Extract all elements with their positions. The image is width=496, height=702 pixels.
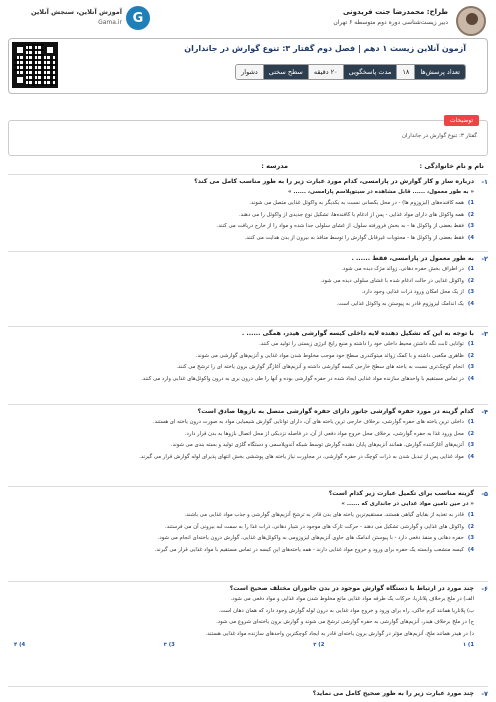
answer-option[interactable] bbox=[139, 454, 474, 460]
option-text: محل ورود غذا به حفره گوارشی، برخلاف محل خروج مواد دفعی از آن، در فاصله نزدیکی از محل اتصال بازوها به بدن قرار دارد. bbox=[184, 430, 464, 437]
option-number: 3) bbox=[467, 535, 474, 541]
answer-option[interactable] bbox=[153, 419, 474, 425]
answer-option[interactable] bbox=[320, 278, 474, 284]
school-label: مدرسه : bbox=[261, 162, 288, 170]
stat-item: سطح سختی bbox=[263, 65, 308, 79]
answer-option[interactable] bbox=[176, 364, 474, 370]
topic-tag: توضیحات bbox=[444, 115, 479, 126]
divider bbox=[8, 174, 488, 175]
answer-option[interactable] bbox=[239, 212, 474, 218]
question-text: کدام گزینه در مورد حفره گوارشی جانور دارای حفره گوارشی متصل به بازوها صادق است؟ bbox=[197, 408, 474, 415]
answer-option[interactable] bbox=[249, 200, 474, 206]
divider bbox=[8, 251, 488, 252]
option-number: 1) bbox=[467, 266, 474, 272]
option-text: ج) در ملخ برخلاف هیدر، آنزیم‌های گوارشی به حفره گوارشی ترشح می شوند و گوارش برون یاخته‌ای شروع می شود. bbox=[216, 619, 474, 625]
answer-option[interactable] bbox=[259, 341, 474, 347]
option-text: مواد غذایی پس از تبدیل شدن به ذرات کوچک در حفره گوارشی، در مجاورت نیاز یاخته های پوششی بخش انتهای پذیرای لوله گوارش قرار می گیرند. bbox=[139, 453, 464, 460]
option-text: توانایی ثابت نگه داشتن محیط داخلی خود را داشته و منبع رایج انرژی زیستی را تولید می کنند. bbox=[259, 341, 464, 347]
question-number: ۳- bbox=[481, 330, 488, 338]
option-number: 4) bbox=[467, 375, 474, 382]
option-number: 2) bbox=[467, 430, 474, 437]
option-text: در تماس مستقیم با واحدهای سازنده مواد غذایی ایجاد شده در حفره گوارشی بوده و آنها را طی درون بری به درون واکوئل‌های غذایی وارد می کنند. bbox=[141, 375, 464, 382]
choice-option[interactable]: 3) ۳ bbox=[163, 642, 175, 648]
answer-option[interactable] bbox=[341, 266, 474, 272]
choice-option[interactable]: 4) ۴ bbox=[14, 642, 26, 648]
option-number: 1) bbox=[467, 419, 474, 425]
option-text: واکوئل غذایی در حالت ادغام شده با غشای سلولی دیده می شود. bbox=[320, 277, 464, 284]
choice-option[interactable]: 2) ۲ bbox=[313, 642, 325, 648]
option-text: ب) پلاناریا همانند کرم خاکی، راه برای ورود و خروج مواد غذایی به درون لوله گوارش وجود دارد که همان دهان است. bbox=[218, 607, 474, 614]
question-number: ۵- bbox=[481, 490, 488, 498]
answer-option[interactable] bbox=[155, 547, 474, 553]
option-number: 1) bbox=[467, 200, 474, 206]
brand-url: Gama.ir bbox=[98, 19, 122, 26]
topic-box bbox=[8, 117, 488, 156]
answer-option[interactable] bbox=[206, 631, 474, 637]
answer-option[interactable] bbox=[141, 376, 474, 382]
answer-option[interactable] bbox=[158, 535, 474, 541]
topic-text: گفتار ۳: تنوع گوارش در جانداران bbox=[402, 133, 477, 139]
exam-title: آزمون آنلاین زیست ۱ دهم | فصل دوم گفتار ۳: تنوع گوارش در جانداران bbox=[184, 44, 466, 53]
option-text: در اطراف بخش حفره دهانی، زوائد مژک دیده می شود. bbox=[341, 266, 464, 272]
option-number: 1) bbox=[467, 341, 474, 347]
question-text: با توجه به این که تشکیل دهنده لایه داخلی کیسه گوارشی هیدر، همگی ...... . bbox=[241, 330, 474, 337]
option-text: همه کافنده‌های (لیزوزوم ها) - در محل یکسانی نسبت به یکدیگر به واکوئل غذایی متصل می شوند. bbox=[249, 200, 464, 206]
option-number: 2) bbox=[467, 277, 474, 284]
stat-item: ۲۰ دقیقه bbox=[308, 65, 343, 79]
divider bbox=[8, 404, 488, 405]
option-text: فقط بعضی از واکوئل ها - به بخش فرورفته سلول، از غشای سلولی جدا شده و مواد را از خارج دریافت می کنند. bbox=[216, 223, 464, 229]
question-number: ۲- bbox=[481, 255, 488, 263]
logo-icon: G bbox=[126, 6, 150, 30]
option-text: حفره دهانی و منفذ دفعی دارد - با پیوستن اندامک های حاوی آنزیم‌های لیزوزومی به واکوئل‌های غذایی، گوارش درون یاخته‌ای انجام می شود. bbox=[157, 535, 464, 541]
answer-option[interactable] bbox=[196, 353, 474, 359]
designer-role: دبیر زیست‌شناسی دوره دوم متوسطه ۶ تهران bbox=[333, 19, 448, 26]
option-text: داخلی ترین یاخته های حفره گوارشی، برخلاف خارجی ترین یاخته های آن، دارای توانایی گوارش شیمیایی مواد به صورت درون یاخته ای هستند. bbox=[152, 419, 464, 425]
answer-option[interactable] bbox=[185, 512, 474, 518]
stat-item: ۱۸ bbox=[396, 65, 414, 79]
stat-item: تعداد پرسش‌ها bbox=[414, 65, 465, 79]
option-number: 4) bbox=[467, 234, 474, 241]
answer-option[interactable] bbox=[217, 223, 474, 229]
designer-name: طراح: محمدرضا جنت فریدونی bbox=[342, 8, 448, 16]
option-text: همه واکوئل های دارای مواد غذایی - پس از ادغام با کافنده‌ها، تشکیل نوع جدیدی از واکوئل را می دهند. bbox=[239, 211, 464, 218]
option-number: 1) bbox=[467, 512, 474, 518]
choice-option[interactable]: 1) ۱ bbox=[462, 642, 474, 648]
option-text: فقط بعضی از واکوئل ها - محتویات غیرقابل گوارش را توسط منافذ به بیرون از بدن هدایت می کنند. bbox=[244, 234, 464, 241]
name-label: نام و نام خانوادگی : bbox=[419, 162, 484, 170]
option-text: آنزیم‌های آغازکننده گوارش، همانند آنزیم‌های پایان دهنده گوارش توسط شبکه آندوپلاسمی و دستگاه گلژی تولید و بسته بندی می شوند. bbox=[170, 442, 464, 448]
qr-code-icon bbox=[12, 42, 58, 88]
option-text: ظاهری مکعبی داشته و با کمک زوائد میتوکندری سطح خود موجب مخلوط شدن مواد غذایی و آنزیم‌های گوارشی می شوند. bbox=[195, 352, 464, 359]
question-text: درباره ساز و کار گوارش در پارامسی، کدام مورد عبارت زیر را به طور مناسب کامل می کند؟ bbox=[194, 178, 474, 185]
option-number: 2) bbox=[467, 352, 474, 359]
divider bbox=[8, 486, 488, 487]
divider bbox=[8, 326, 488, 327]
answer-option[interactable] bbox=[231, 596, 474, 602]
option-number: 3) bbox=[467, 223, 474, 229]
question-text: به طور معمول در پارامسی، فقط ...... . bbox=[351, 255, 474, 262]
question-subtext: « در حین تامین مواد غذایی در جانداری که ...... » bbox=[341, 501, 474, 507]
option-number: 2) bbox=[467, 211, 474, 218]
question-number: ۶- bbox=[481, 585, 488, 593]
option-number: 3) bbox=[467, 442, 474, 448]
answer-option[interactable] bbox=[245, 235, 474, 241]
question-subtext: « به طور معمول، ...... قابل مشاهده در سیتوپلاسم پارامسی، ...... » bbox=[287, 189, 474, 195]
stat-item: دشوار bbox=[236, 65, 263, 79]
option-text: الف) در ملخ برخلاف پلاناریا، حرکات یک طرفه مواد غذایی مانع مخلوط شدن مواد غذایی و مواد دفعی می شود. bbox=[230, 596, 474, 602]
stat-item: مدت پاسخگویی bbox=[343, 65, 397, 79]
option-number: 2) bbox=[467, 523, 474, 530]
answer-option[interactable] bbox=[185, 431, 474, 437]
question-text: چند مورد عبارت زیر را به طور صحیح کامل می نماید؟ bbox=[312, 690, 474, 697]
question-number: ۴- bbox=[481, 408, 488, 416]
exam-stats bbox=[235, 64, 466, 80]
question-text: گزینه مناسب برای تکمیل عبارت زیر کدام است؟ bbox=[328, 490, 474, 497]
divider bbox=[8, 686, 488, 687]
option-text: کیسه منشعب وابسته یک حفره برای ورود و خروج مواد غذایی دارند - همه یاخته‌های این کیسه در تماس مستقیم با مواد غذایی قرار می گیرند. bbox=[154, 546, 464, 553]
option-number: 3) bbox=[467, 289, 474, 295]
question-number: ۱- bbox=[481, 178, 488, 186]
option-text: یک اندامک لیزوزوم قادر به پیوستن به واکوئل غذایی است. bbox=[336, 300, 464, 307]
option-text: انجام کوچک‌تری نسبت به یاخته های سطح خارجی کیسه گوارشی داشته و آنزیم‌های آغازگر گوارش برون یاخته ای را ترشح می کنند. bbox=[176, 364, 464, 370]
option-number: 4) bbox=[467, 546, 474, 553]
question-number: ۷- bbox=[481, 690, 488, 698]
answer-option[interactable] bbox=[361, 289, 474, 295]
answer-option[interactable] bbox=[165, 524, 474, 530]
avatar bbox=[456, 6, 486, 36]
option-text: د) در هیدر همانند ملخ، آنزیم‌های مؤثر در گوارش برون یاخته‌ای قادر به ایجاد کوچکترین واحدهای سازنده مواد غذایی هستند. bbox=[205, 630, 474, 637]
option-text: قادر به تغذیه از بقایای گیاهی هستند، مستقیم‌ترین یاخته های بدن قادر به ترشح آنزیم‌های گوارشی و جذب مواد غذایی می باشند. bbox=[184, 512, 464, 518]
student-info bbox=[8, 160, 488, 174]
brand-block[interactable] bbox=[10, 6, 150, 36]
option-text: از یک محل امکان ورود ذرات غذایی وجود دارد. bbox=[361, 289, 464, 295]
answer-option[interactable] bbox=[337, 301, 474, 307]
divider bbox=[8, 581, 488, 582]
question-text: چند مورد در ارتباط با دستگاه گوارش موجود در بدن جانوران مختلف صحیح است؟ bbox=[229, 585, 474, 592]
brand-tagline: آموزش آنلاین، سنجش آنلاین bbox=[30, 8, 122, 16]
option-text: واکوئل های غذایی و گوارشی تشکیل می دهند - حرکت تارک های موجود در شیار دهانی، ذرات غذا را به سمت لبه بیرونی آن می فرستند. bbox=[165, 523, 464, 530]
option-number: 4) bbox=[467, 300, 474, 307]
answer-option[interactable] bbox=[219, 608, 474, 614]
answer-option[interactable] bbox=[216, 619, 474, 625]
choice-row bbox=[14, 642, 474, 648]
option-number: 3) bbox=[467, 364, 474, 370]
option-number: 4) bbox=[467, 453, 474, 460]
answer-option[interactable] bbox=[171, 442, 474, 448]
